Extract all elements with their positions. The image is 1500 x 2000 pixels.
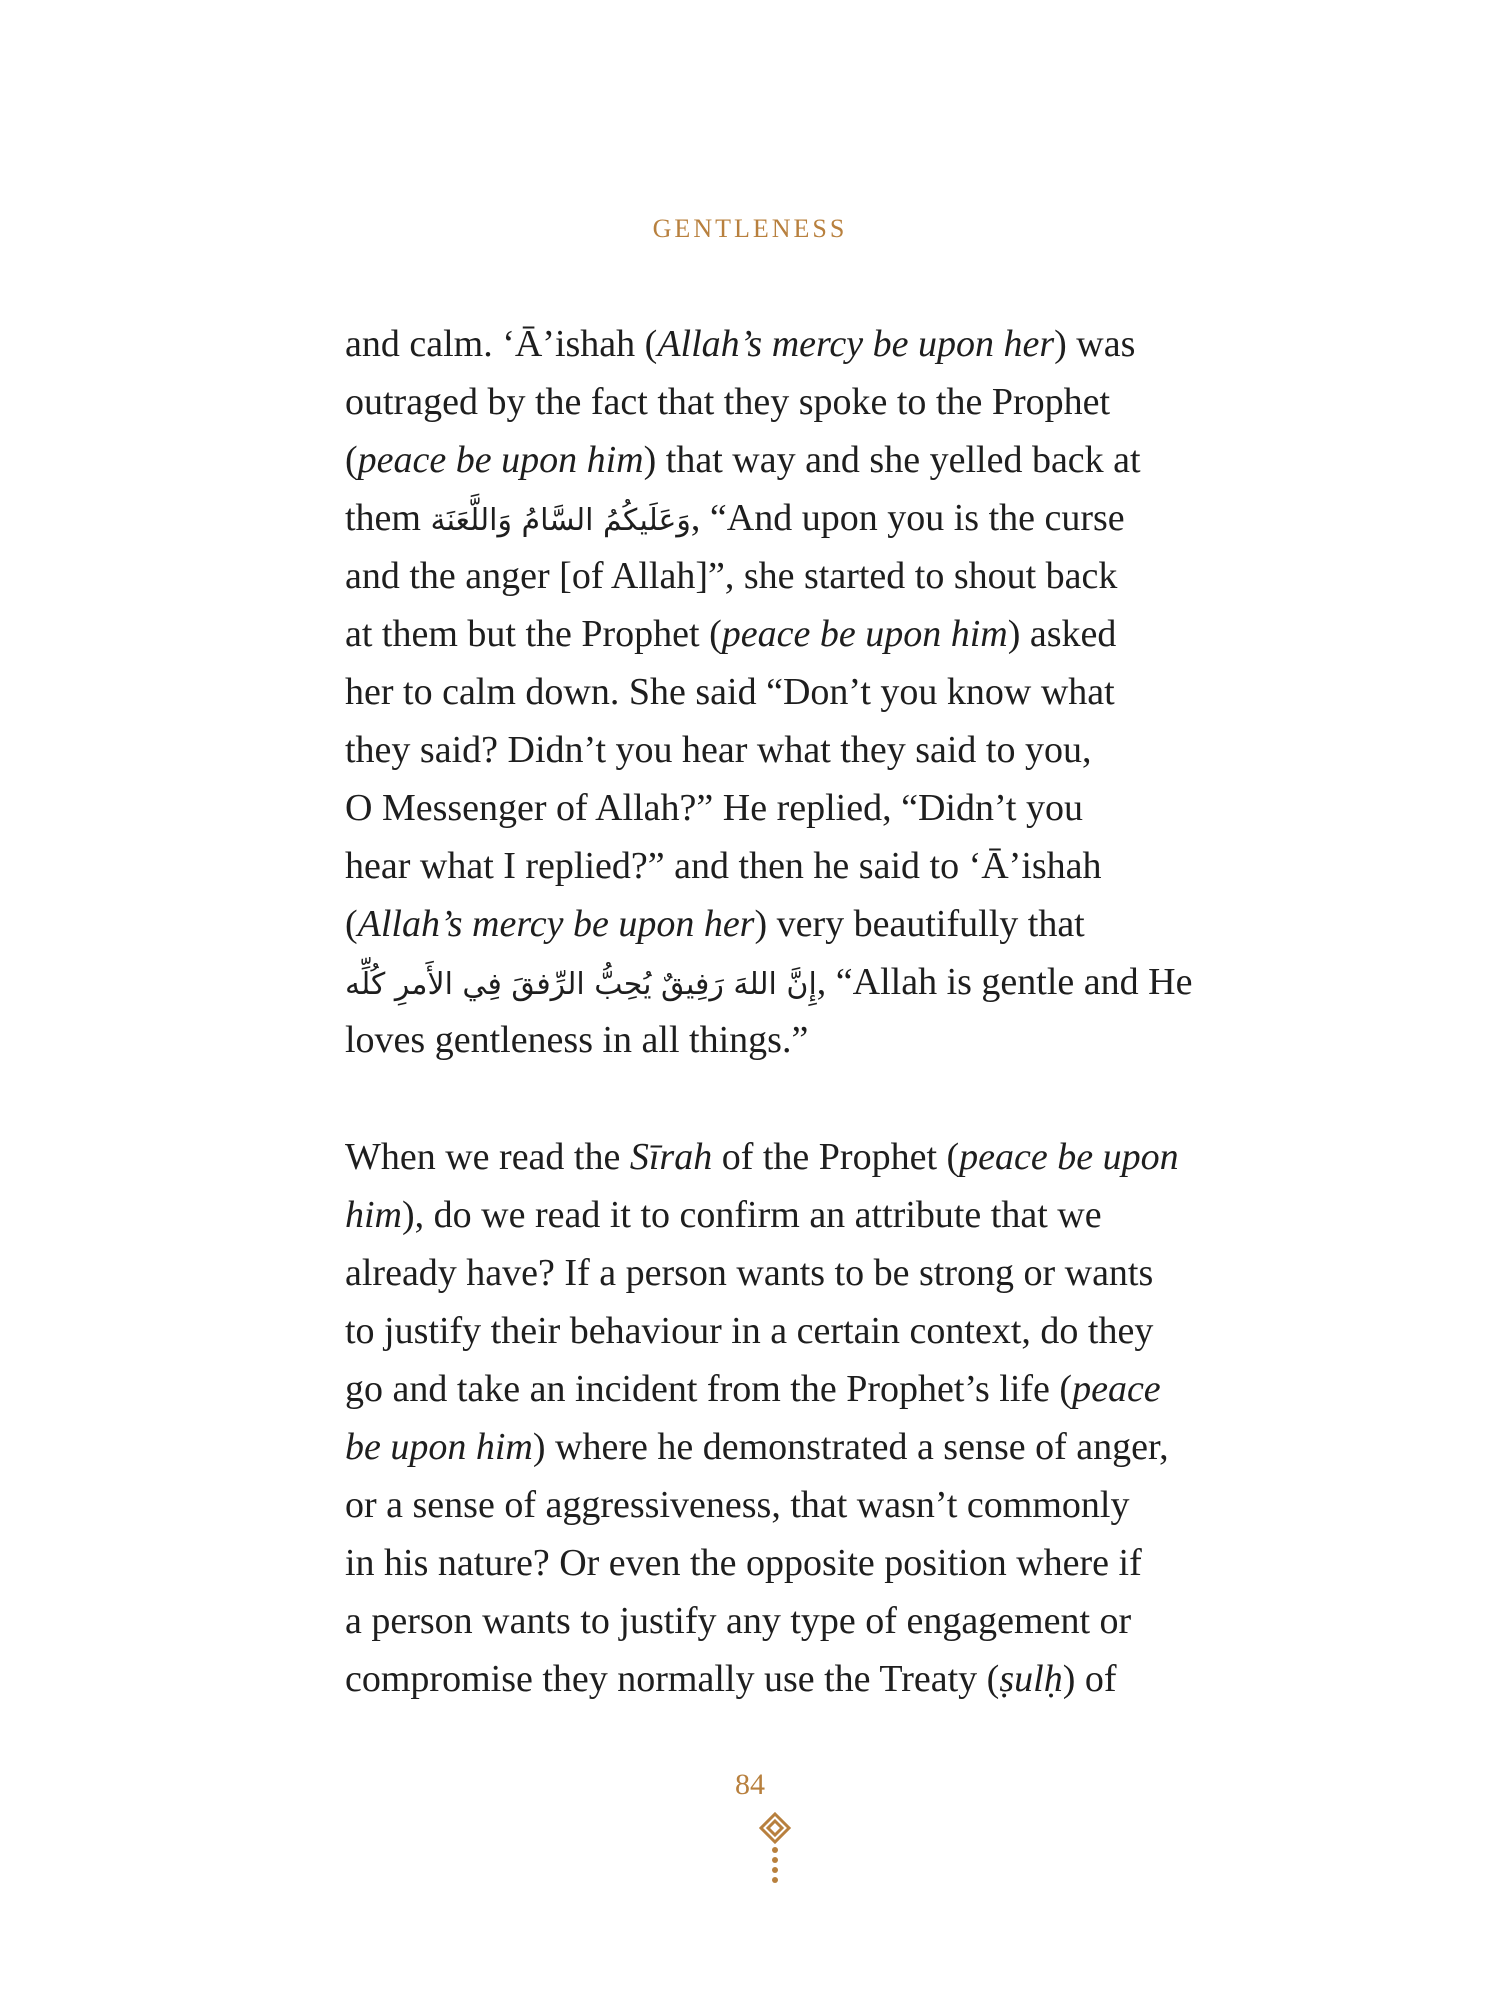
text-line: O Messenger of Allah?” He replied, “Didn’t you: [345, 787, 1083, 829]
paragraph-1: [345, 315, 1205, 1069]
text-line: loves gentleness in all things.”: [345, 1019, 809, 1061]
text-line: him), do we read it to confirm an attribute that we: [345, 1194, 1102, 1236]
text-line: When we read the Sīrah of the Prophet (peace be upon: [345, 1136, 1179, 1178]
arabic-hadith: إِنَّ اللهَ رَفِيقٌ يُحِبُّ الرِّفقَ فِي الأَمرِ كُلِّه: [345, 967, 817, 1002]
text-line: they said? Didn’t you hear what they said to you,: [345, 729, 1092, 771]
diamond-dots-ornament-icon: [735, 1812, 815, 1892]
text-line: and calm. ‘Ā’ishah (Allah’s mercy be upon her) was: [345, 323, 1136, 365]
text-line: them وَعَلَيكُمُ السَّامُ وَاللَّعَنَة, “And upon you is the curse: [345, 497, 1125, 539]
text-line: إِنَّ اللهَ رَفِيقٌ يُحِبُّ الرِّفقَ فِي الأَمرِ كُلِّه, “Allah is gentle and He: [345, 961, 1193, 1003]
text-line: (peace be upon him) that way and she yelled back at: [345, 439, 1141, 481]
text-line: already have? If a person wants to be strong or wants: [345, 1252, 1154, 1294]
text-line: in his nature? Or even the opposite position where if: [345, 1542, 1142, 1584]
text-line: go and take an incident from the Prophet’s life (peace: [345, 1368, 1161, 1410]
text-line: at them but the Prophet (peace be upon him) asked: [345, 613, 1117, 655]
running-head: GENTLENESS: [652, 214, 848, 243]
paragraph-2: [345, 1128, 1205, 1708]
text-line: (Allah’s mercy be upon her) very beautifully that: [345, 903, 1085, 945]
arabic-phrase: وَعَلَيكُمُ السَّامُ وَاللَّعَنَة: [430, 503, 691, 538]
text-line: compromise they normally use the Treaty (ṣulḥ) of: [345, 1658, 1117, 1700]
text-line: outraged by the fact that they spoke to the Prophet: [345, 381, 1111, 423]
text-line: to justify their behaviour in a certain context, do they: [345, 1310, 1154, 1352]
text-line: be upon him) where he demonstrated a sense of anger,: [345, 1426, 1169, 1468]
text-line: or a sense of aggressiveness, that wasn’t commonly: [345, 1484, 1130, 1526]
text-line: a person wants to justify any type of engagement or: [345, 1600, 1132, 1642]
text-line: her to calm down. She said “Don’t you know what: [345, 671, 1115, 713]
text-line: hear what I replied?” and then he said to ‘Ā’ishah: [345, 845, 1102, 887]
page-number: 84: [735, 1768, 765, 1801]
text-line: and the anger [of Allah]”, she started to shout back: [345, 555, 1118, 597]
